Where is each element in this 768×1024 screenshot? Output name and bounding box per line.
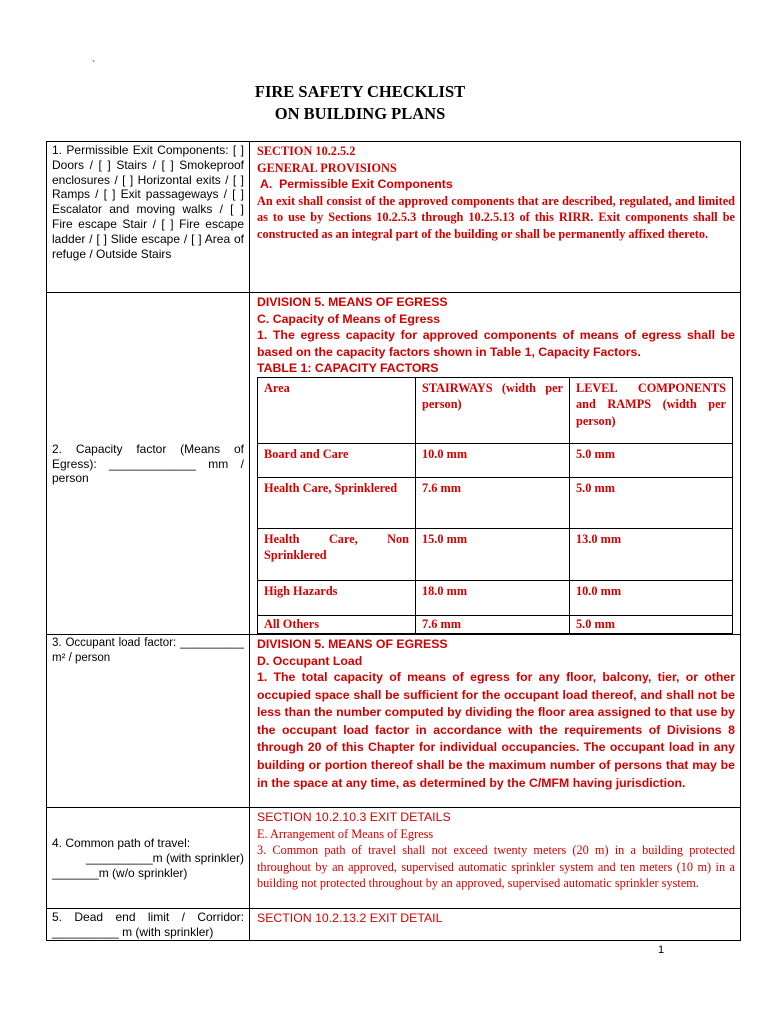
document-title-line-2: ON BUILDING PLANS xyxy=(274,104,446,123)
dead-end-reference xyxy=(250,909,741,941)
table-cell-area: All Others xyxy=(258,615,416,633)
capacity-factor-text: 2. Capacity factor (Means of Egress): _____________ mm / person xyxy=(52,441,244,486)
table-cell-stairways: 10.0 mm xyxy=(416,443,570,477)
division-label: DIVISION 5. MEANS OF EGRESS xyxy=(257,295,448,309)
table-cell-area: High Hazards xyxy=(258,580,416,615)
table-cell-stairways: 15.0 mm xyxy=(416,528,570,580)
exit-components-text: 1. Permissible Exit Components: [ ] Doors / [ ] Stairs / [ ] Smokeproof enclosures / [ ] Horizontal exits / [ ] Ramps / [ ] Exit passageways / [ ] Escalator and moving walks / [ ] Fire escape Stair / [ ] Fire escape ladder / [ ] Slide escape / [ ] Area of refuge / Outside Stairs xyxy=(52,143,244,261)
table-cell-level: 5.0 mm xyxy=(570,615,733,633)
section-body: 1. The egress capacity for approved components of means of egress shall be based on the capacity factors shown in Table 1, Capacity Factors. xyxy=(257,328,735,359)
checklist-table xyxy=(46,141,741,941)
table-cell-level: 10.0 mm xyxy=(570,580,733,615)
table-cell-level: 5.0 mm xyxy=(570,477,733,528)
section-label: SECTION 10.2.5.2 xyxy=(257,144,356,158)
document-title-line-1: FIRE SAFETY CHECKLIST xyxy=(254,82,466,101)
table-row xyxy=(258,443,733,477)
section-subheading: D. Occupant Load xyxy=(257,653,363,668)
common-path-item xyxy=(47,808,250,909)
section-body: 1. The total capacity of means of egress for any floor, balcony, tier, or other occupied space shall be sufficient for the occupant load thereof, and shall not be less than the number computed by dividing the floor area assigned to that use by the occupant load factor in accordance with the requirements of Divisions 8 through 20 of this Chapter for individual occupancies. The occupant load in any building or portion thereof shall be the maximum number of persons that may be in the space at any time, as determined by the C/MFM having jurisdiction. xyxy=(257,670,735,790)
capacity-factors-table xyxy=(257,377,733,634)
table-cell-area: Health Care, Non Sprinklered xyxy=(258,528,416,580)
exit-components-reference xyxy=(250,142,741,293)
common-path-reference xyxy=(250,808,741,909)
header-cell-level-components: LEVEL COMPONENTS and RAMPS (width per person) xyxy=(570,377,733,443)
occupant-load-text: 3. Occupant load factor: __________ m² / person xyxy=(52,637,244,664)
occupant-load-reference xyxy=(250,635,741,808)
common-path-line-2: __________m (with sprinkler) xyxy=(85,851,244,866)
common-path-line-3: _______m (w/o sprinkler) xyxy=(52,865,188,880)
checklist-row-common-path xyxy=(47,808,741,909)
header-cell-stairways: STAIRWAYS (width per person) xyxy=(416,377,570,443)
table-cell-level: 13.0 mm xyxy=(570,528,733,580)
table-cell-stairways: 18.0 mm xyxy=(416,580,570,615)
table-cell-area: Board and Care xyxy=(258,443,416,477)
capacity-factor-item xyxy=(47,293,250,635)
checklist-row-occupant-load xyxy=(47,635,741,808)
exit-components-item xyxy=(47,142,250,293)
occupant-load-item xyxy=(47,635,250,808)
section-body: 3. Common path of travel shall not exceed twenty meters (20 m) in a building protected throughout by an approved, supervised automatic sprinkler system and ten meters (10 m) in a building not protected throughout by an approved, supervised automatic sprinkler system. xyxy=(257,843,735,890)
page-number: 1 xyxy=(658,944,665,956)
table-cell-stairways: 7.6 mm xyxy=(416,477,570,528)
table-row xyxy=(258,615,733,633)
table-cell-area: Health Care, Sprinklered xyxy=(258,477,416,528)
division-label: DIVISION 5. MEANS OF EGRESS xyxy=(257,637,448,651)
dead-end-item xyxy=(47,909,250,941)
capacity-factor-reference xyxy=(250,293,741,635)
section-subheading: A. Permissible Exit Components xyxy=(257,177,453,191)
table-cell-stairways: 7.6 mm xyxy=(416,615,570,633)
table-row xyxy=(258,477,733,528)
section-body: An exit shall consist of the approved components that are described, regulated, and limited as to use by Sections 10.2.5.3 through 10.2.5.13 of this RIRR. Exit components shall be constructed as an integral part of the building or shall be permanently affixed thereto. xyxy=(257,193,735,241)
section-subheading: C. Capacity of Means of Egress xyxy=(257,311,441,326)
section-label: SECTION 10.2.10.3 EXIT DETAILS xyxy=(257,810,451,824)
stray-mark: ` xyxy=(92,60,96,71)
section-subheading: E. Arrangement of Means of Egress xyxy=(257,826,434,841)
table-row xyxy=(258,528,733,580)
dead-end-text: 5. Dead end limit / Corridor: __________ m (with sprinkler) xyxy=(52,910,244,939)
table-title: TABLE 1: CAPACITY FACTORS xyxy=(257,361,439,375)
section-heading: GENERAL PROVISIONS xyxy=(257,160,397,175)
header-cell-area: Area xyxy=(258,377,416,443)
checklist-row-exit-components xyxy=(47,142,741,293)
section-label: SECTION 10.2.13.2 EXIT DETAIL xyxy=(257,911,443,925)
table-cell-level: 5.0 mm xyxy=(570,443,733,477)
checklist-row-capacity-factor xyxy=(47,293,741,635)
table-header-row xyxy=(258,377,733,443)
checklist-row-dead-end xyxy=(47,909,741,941)
table-row xyxy=(258,580,733,615)
common-path-line-1: 4. Common path of travel: xyxy=(52,836,191,851)
